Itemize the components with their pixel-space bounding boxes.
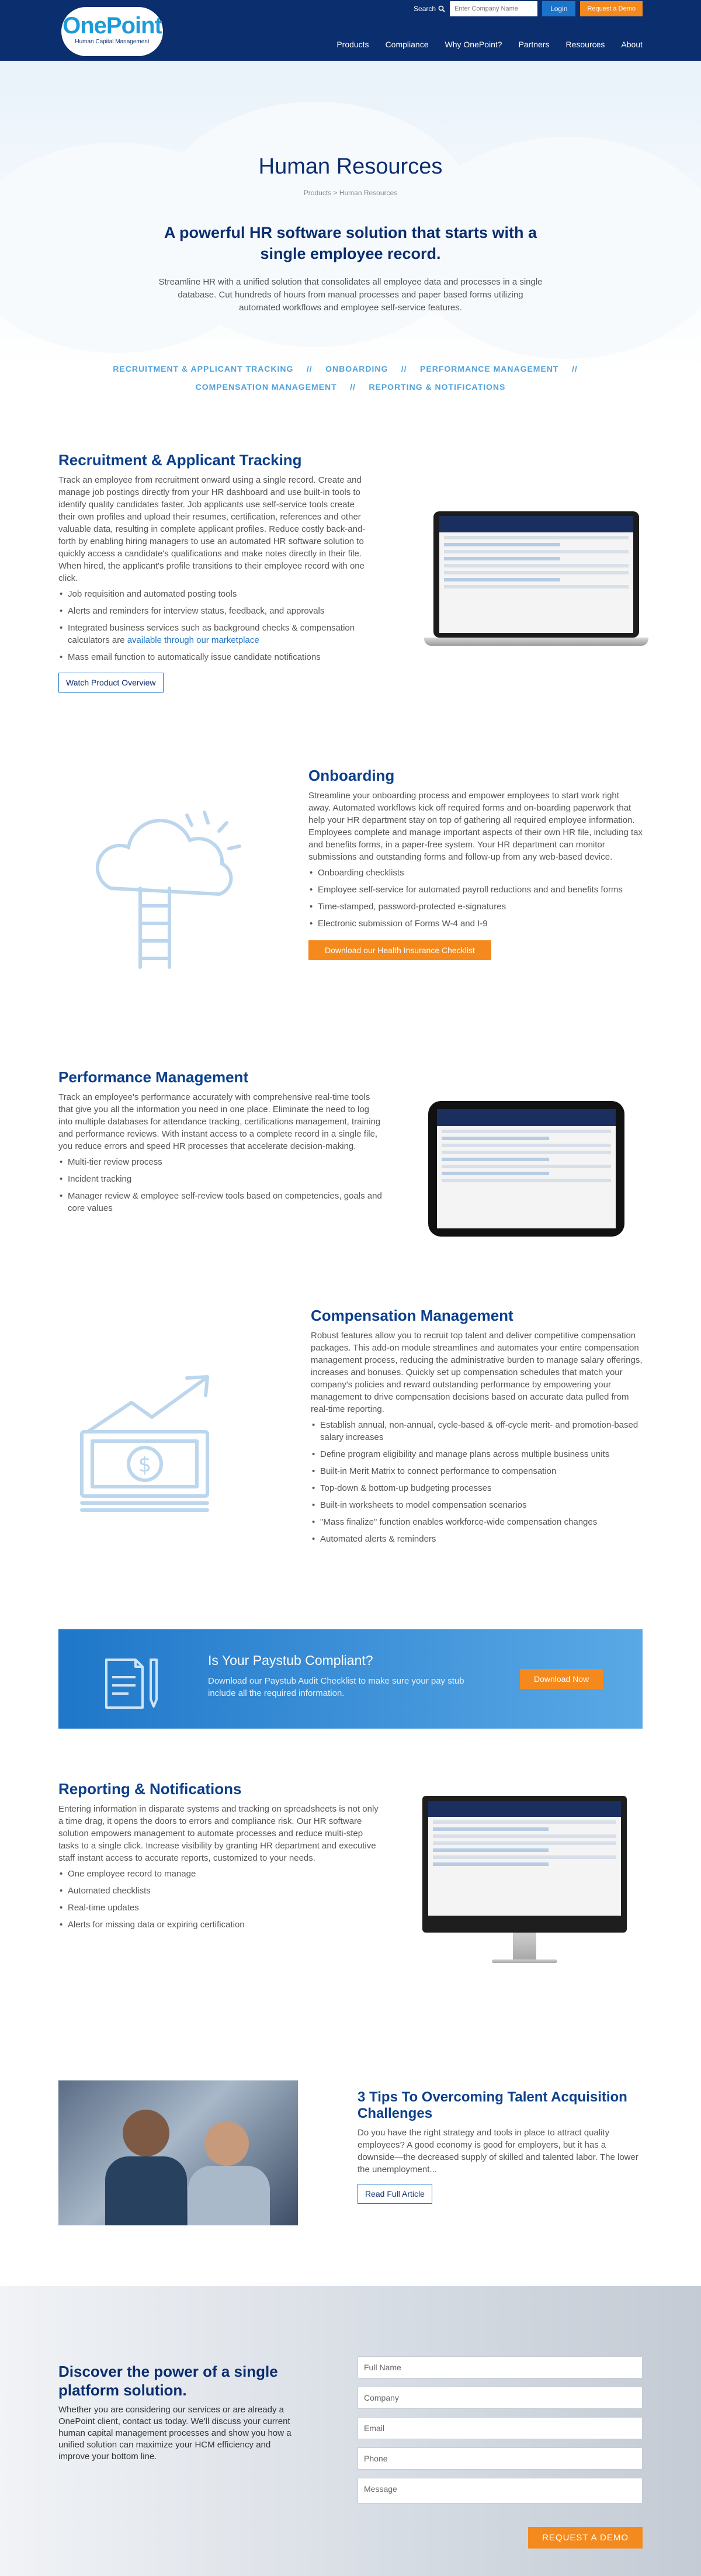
money-chart-illustration — [76, 1367, 228, 1522]
list-item: • Onboarding checklists — [308, 867, 643, 879]
onepoint-logo[interactable] — [61, 7, 163, 56]
search-icon — [438, 5, 445, 12]
recruitment-body: Track an employee from recruitment onward using a single record. Create and manage job postings directly from your HR dashboard and use built-in tools to identify quality candidates faster. Job applicants use self-service tools create their own profiles and upload their resumes, certification, references and other valuable data, resulting in complete applicant profiles. Reduce costly back-and-forth by enabling hiring managers to use an automated HR software solution to quickly access a candidate's qualifications and make notes directly in their file. When hired, the applicant's profile transitions to their employee record with one click. — [58, 475, 366, 583]
list-item: • Incident tracking — [58, 1173, 386, 1185]
search-link[interactable] — [414, 5, 445, 13]
money-growth-icon — [76, 1367, 228, 1519]
blog-title[interactable]: 3 Tips To Overcoming Talent Acquisition Challenges — [358, 2089, 627, 2121]
list-item: • Top-down & bottom-up budgeting processes — [311, 1482, 643, 1494]
compensation-section — [311, 1307, 643, 1550]
reporting-title: Reporting & Notifications — [58, 1780, 242, 1798]
nav-item-about[interactable]: About — [621, 40, 643, 49]
anchor-performance[interactable]: PERFORMANCE MANAGEMENT — [420, 364, 559, 373]
svg-text:$: $ — [138, 1453, 152, 1477]
email-field[interactable]: Email — [358, 2417, 643, 2439]
company-name-input[interactable] — [450, 1, 537, 16]
onboarding-title: Onboarding — [308, 767, 395, 784]
hero-intro: Streamline HR with a unified solution that consolidates all employee data and processes in a single database. Cut hundreds of hours from manual processes and paper based forms utilizing automated workflows and employee self-service features. — [158, 277, 543, 313]
health-checklist-button[interactable]: Download our Health Insurance Checklist — [308, 940, 491, 960]
list-item: • Define program eligibility and manage plans across multiple business units — [311, 1448, 643, 1460]
list-item-text: Integrated business services such as background checks & compensation calculators are — [68, 623, 355, 645]
list-item: • Alerts for missing data or expiring certification — [58, 1919, 386, 1931]
message-field[interactable]: Message — [358, 2478, 643, 2504]
anchor-recruitment[interactable]: RECRUITMENT & APPLICANT TRACKING — [113, 364, 294, 373]
list-item: • One employee record to manage — [58, 1868, 386, 1880]
logo-tagline: Human Capital Management — [75, 39, 150, 45]
search-label: Search — [414, 5, 436, 13]
request-demo-submit[interactable]: REQUEST A DEMO — [528, 2527, 643, 2549]
anchor-compensation[interactable]: COMPENSATION MANAGEMENT — [195, 382, 337, 392]
section-anchor-nav — [88, 360, 613, 396]
list-item: • Built-in Merit Matrix to connect performance to compensation — [311, 1465, 643, 1477]
list-item: • Time-stamped, password-protected e-signatures — [308, 901, 643, 913]
nav-item-why-onepoint[interactable]: Why OnePoint? — [445, 40, 502, 49]
demo-request-form — [358, 2356, 643, 2543]
breadcrumb[interactable]: Products > Human Resources — [303, 189, 398, 197]
performance-body: Track an employee's performance accurately with comprehensive real-time tools that give you all the information you need in one place. Eliminate the need to log into multiple databases for attendance tracking, certifications management, training and performance reviews. With instant access to a complete record in a single file, you reduce errors and speed HR processes that accelerate decision-making. — [58, 1092, 381, 1151]
nav-item-resources[interactable]: Resources — [565, 40, 605, 49]
onboarding-section — [308, 767, 643, 960]
watch-overview-button[interactable]: Watch Product Overview — [58, 673, 164, 693]
list-item: • Manager review & employee self-review tools based on competencies, goals and core values — [58, 1190, 386, 1214]
company-field[interactable]: Company — [358, 2387, 643, 2409]
phone-field[interactable]: Phone — [358, 2447, 643, 2470]
hero-headline: A powerful HR software solution that starts with a single employee record. — [164, 224, 537, 262]
cloud-ladder-illustration — [76, 801, 269, 973]
cloud-ladder-icon — [76, 801, 269, 970]
blog-body: Do you have the right strategy and tools in place to attract quality employees? A good economy is good for employers, but it has a downside—the decreased supply of skilled and talented labor. The lower the unemployment... — [358, 2128, 638, 2175]
marketplace-link[interactable]: available through our marketplace — [127, 635, 259, 645]
list-item: • Multi-tier review process — [58, 1156, 386, 1168]
nav-item-partners[interactable]: Partners — [518, 40, 550, 49]
laptop-screen — [439, 516, 633, 633]
list-item: • Employee self-service for automated payroll reductions and and benefits forms — [308, 884, 643, 896]
main-nav — [336, 40, 643, 49]
nav-item-compliance[interactable]: Compliance — [385, 40, 429, 49]
read-article-button[interactable]: Read Full Article — [358, 2184, 432, 2204]
list-item — [58, 622, 374, 646]
anchor-reporting[interactable]: REPORTING & NOTIFICATIONS — [369, 382, 506, 392]
utility-bar — [414, 0, 643, 18]
list-item: • Automated checklists — [58, 1885, 386, 1897]
performance-title: Performance Management — [58, 1068, 249, 1086]
login-button[interactable]: Login — [542, 1, 575, 16]
request-demo-button[interactable]: Request a Demo — [580, 1, 643, 16]
list-item: • Built-in worksheets to model compensation scenarios — [311, 1499, 643, 1511]
download-now-button[interactable]: Download Now — [520, 1669, 603, 1689]
contact-body: Whether you are considering our services or are already a OnePoint client, contact us today. We'll discuss your current human capital management processes and show you how a unified solution can maximize your HCM efficiency and improve your bottom line. — [58, 2405, 291, 2461]
list-item: • Job requisition and automated posting tools — [58, 588, 374, 600]
logo-brand: OnePoint — [63, 13, 162, 39]
list-item: • Establish annual, non-annual, cycle-based & off-cycle merit- and promotion-based salary increases — [311, 1419, 643, 1443]
reporting-body: Entering information in disparate systems and tracking on spreadsheets is not only a time drag, it opens the doors to errors and compliance risk. Our HR software solution empowers management to automate processes and reduce multi-step tasks to a single click. Increase visibility by granting HR department and executive staff instant access to accurate reports, customized to your needs. — [58, 1804, 379, 1863]
contact-section — [0, 2286, 701, 2576]
list-item: • Alerts and reminders for interview status, feedback, and approvals — [58, 605, 374, 617]
paystub-banner — [58, 1629, 643, 1729]
document-pen-icon — [100, 1649, 165, 1713]
list-item: • "Mass finalize" function enables workforce-wide compensation changes — [311, 1516, 643, 1528]
blog-teaser — [358, 2089, 644, 2204]
list-item: • Electronic submission of Forms W-4 and I-9 — [308, 917, 643, 930]
anchor-separator: // — [350, 382, 356, 392]
page-title: Human Resources — [258, 154, 443, 179]
banner-body: Download our Paystub Audit Checklist to make sure your pay stub include all the required information. — [208, 1676, 464, 1698]
anchor-separator: // — [571, 364, 578, 373]
compensation-body: Robust features allow you to recruit top talent and deliver competitive compensation packages. This add-on module streamlines and automates your entire compensation management process, reducing the administrative burden to manage salary offerings, increases and bonuses. Quickly set up compensation schedules that match your company's policies and reward outstanding performance by empowering your management to drive compensation decisions based on accurate data pulled from real-time reporting. — [311, 1331, 643, 1414]
site-header — [0, 0, 701, 61]
office-team-photo — [58, 2080, 298, 2225]
banner-title: Is Your Paystub Compliant? — [208, 1653, 373, 1668]
monitor-screen — [428, 1801, 621, 1916]
hero — [0, 61, 701, 400]
anchor-onboarding[interactable]: ONBOARDING — [325, 364, 388, 373]
contact-title: Discover the power of a single platform solution. — [58, 2363, 278, 2399]
onboarding-body: Streamline your onboarding process and empower employees to start work right away. Automated workflows kick off required forms and on-boarding paperwork that help your HR department stay on top of gathering all required employee information. Employees complete and manage important aspects of their own HR file, including tax and benefits forms, in a paper-free system. Your HR department can monitor submissions and outstanding forms and follow-up from any web-based device. — [308, 791, 643, 862]
anchor-separator: // — [401, 364, 407, 373]
recruitment-title: Recruitment & Applicant Tracking — [58, 451, 302, 469]
anchor-separator: // — [306, 364, 313, 373]
list-item: • Mass email function to automatically issue candidate notifications — [58, 651, 374, 663]
list-item: • Real-time updates — [58, 1902, 386, 1914]
list-item: • Automated alerts & reminders — [311, 1533, 643, 1545]
full-name-field[interactable]: Full Name — [358, 2356, 643, 2378]
nav-item-products[interactable]: Products — [336, 40, 369, 49]
compensation-title: Compensation Management — [311, 1307, 513, 1324]
tablet-screen — [437, 1109, 616, 1228]
